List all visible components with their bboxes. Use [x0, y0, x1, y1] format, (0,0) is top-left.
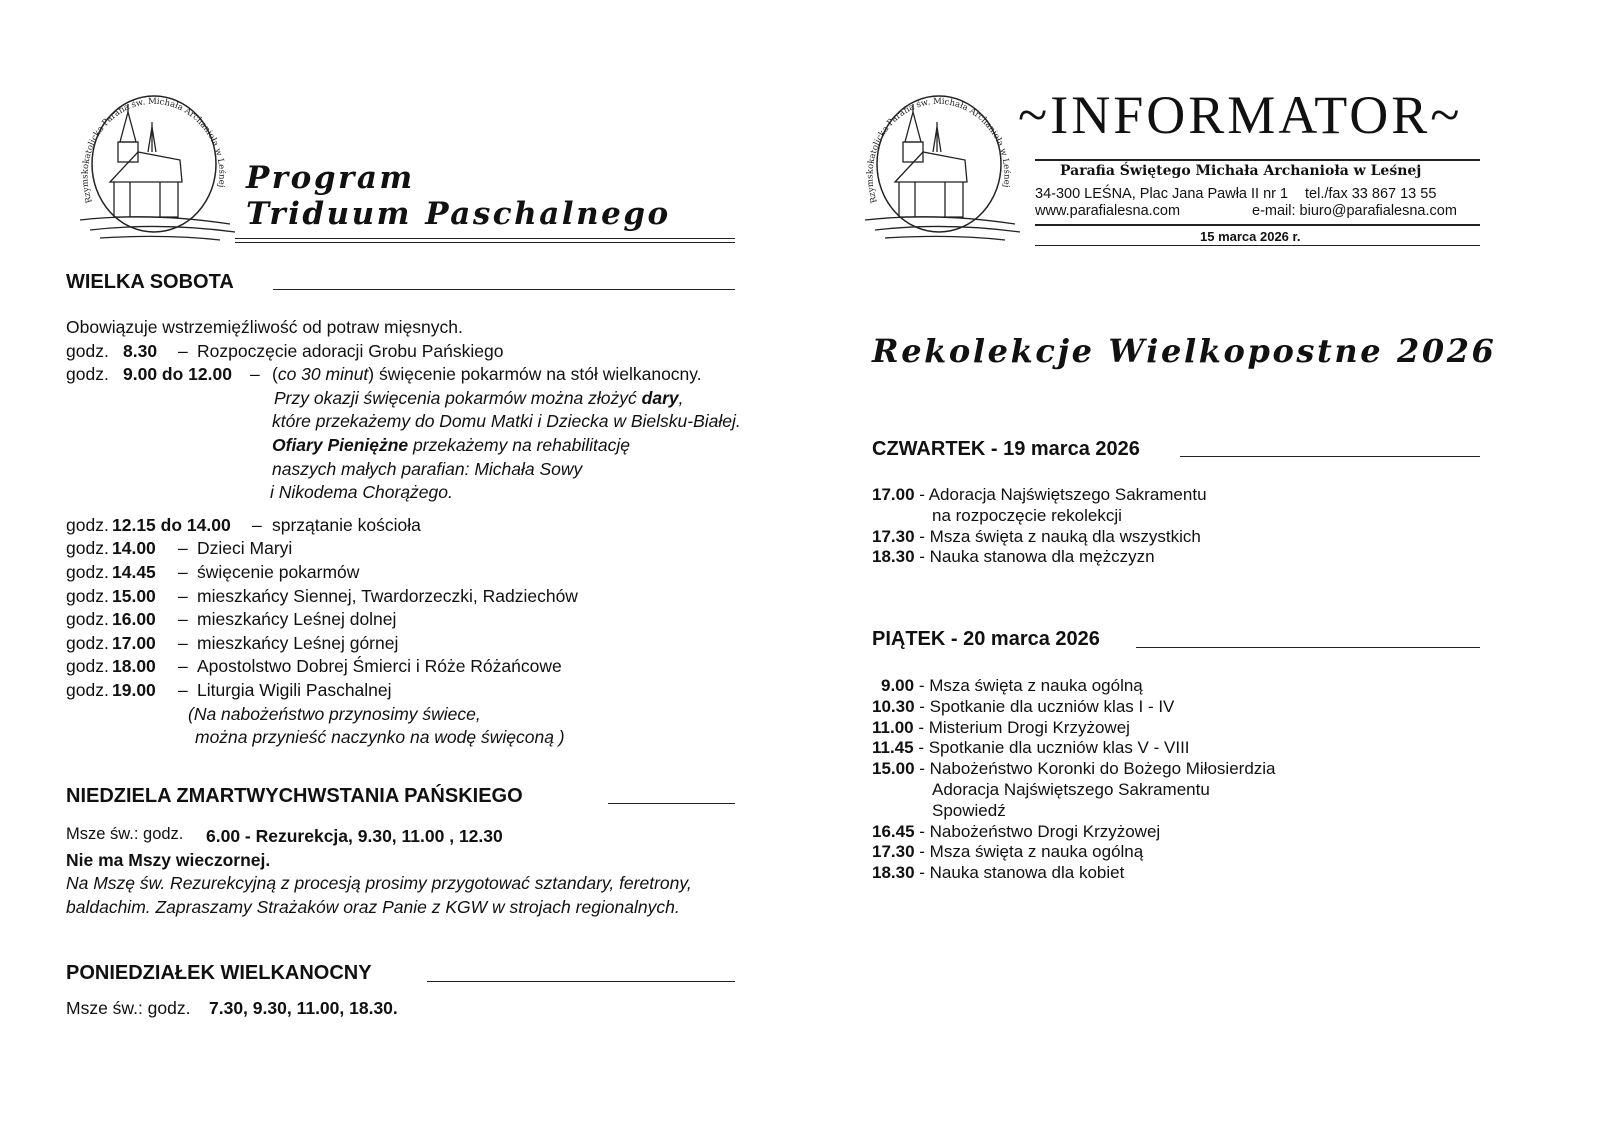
- time: 15.00: [872, 759, 915, 779]
- description: ) święcenie pokarmów na stół wielkanocny.: [368, 364, 702, 385]
- time: 18.30: [872, 863, 915, 883]
- description: Adoracja Najświętszego Sakramentu: [932, 779, 1210, 799]
- candle-note: można przynieść naczynko na wodę święconą ): [195, 727, 565, 748]
- masses-label: Msze św.: godz.: [66, 998, 196, 1018]
- gift-note: Przy okazji święcenia pokarmów można złożyć: [274, 387, 642, 408]
- rekolekcje-title: Rekolekcje Wielkopostne 2026: [872, 332, 1497, 370]
- description: Liturgia Wigili Paschalnej: [197, 679, 392, 700]
- time: 18.30: [872, 547, 915, 567]
- description: sprzątanie kościoła: [272, 514, 421, 535]
- godz-label: godz.: [66, 656, 109, 677]
- phone: tel./fax 33 867 13 55: [1305, 186, 1437, 202]
- address: 34-300 LEŚNA, Plac Jana Pawła II nr 1: [1035, 186, 1289, 202]
- dash: –: [178, 340, 188, 361]
- offering-bold: Ofiary Pieniężne: [272, 434, 409, 455]
- description: mieszkańcy Leśnej górnej: [197, 632, 399, 653]
- heading-rule: [608, 803, 735, 804]
- schedule-row: [66, 679, 786, 703]
- time: 11.00: [872, 717, 914, 737]
- svg-text:Rzymskokatolicka Parafia św. M: Rzymskokatolicka Parafia św. Michała Archanioła w Leśnej: [865, 96, 1012, 205]
- masses-label: Msze św.: godz.: [66, 825, 184, 843]
- candle-note: (Na nabożeństwo przynosimy świece,: [188, 703, 481, 724]
- interval: co 30 minut: [277, 364, 369, 385]
- no-evening-mass: Nie ma Mszy wieczornej.: [66, 849, 271, 870]
- time: 17.00: [872, 485, 915, 504]
- description: - Misterium Drogi Krzyżowej: [913, 717, 1130, 737]
- time: 16.45: [872, 821, 915, 841]
- time: 14.45: [112, 561, 156, 582]
- description: - Nabożeństwo Koronki do Bożego Miłosierdzia: [914, 759, 1276, 779]
- description: - Nabożeństwo Drogi Krzyżowej: [914, 821, 1161, 841]
- dash: –: [178, 656, 188, 677]
- gift-note-bold: dary: [641, 387, 679, 408]
- description: Rozpoczęcie adoracji Grobu Pańskiego: [197, 340, 504, 361]
- time: 11.45: [872, 738, 914, 758]
- section-heading-poniedzialek: PONIEDZIAŁEK WIELKANOCNY: [66, 962, 372, 984]
- masthead-title: ~INFORMATOR~: [1018, 85, 1463, 145]
- description: - Spotkanie dla uczniów klas I - IV: [914, 696, 1175, 716]
- godz-label: godz.: [66, 585, 109, 606]
- godz-label: godz.: [66, 561, 109, 582]
- description: mieszkańcy Leśnej dolnej: [197, 609, 397, 630]
- description: Spowiedź: [932, 800, 1006, 820]
- description: Apostolstwo Dobrej Śmierci i Róże Różańcowe: [197, 656, 562, 677]
- time: 9.00: [881, 676, 915, 695]
- time: 8.30: [123, 340, 158, 361]
- godz-label: godz.: [66, 632, 109, 653]
- time: 15.00: [112, 585, 156, 606]
- time: 17.30: [872, 526, 915, 546]
- fasting-note: Obowiązuje wstrzemięźliwość od potraw mięsnych.: [66, 317, 463, 337]
- heading-rule: [273, 289, 735, 290]
- description: - Msza święta z nauka ogólną: [914, 842, 1144, 862]
- time: 12.15 do 14.00: [112, 514, 231, 535]
- wielka-sobota-content: [66, 316, 786, 750]
- gift-note: które przekażemy do Domu Matki i Dziecka w Bielsku-Białej.: [272, 411, 741, 432]
- time: 10.30: [872, 696, 915, 716]
- godz-label: godz.: [66, 679, 109, 700]
- procession-note: Na Mszę św. Rezurekcyjną z procesją prosimy przygotować sztandary, feretrony,: [66, 873, 692, 894]
- masthead-rule: [1035, 159, 1480, 161]
- section-heading-wielka-sobota: WIELKA SOBOTA: [66, 271, 234, 293]
- godz-label: godz.: [66, 609, 109, 630]
- schedule-row: [66, 585, 786, 609]
- heading-rule: [1180, 456, 1480, 457]
- section-heading-piatek: PIĄTEK - 20 marca 2026: [872, 628, 1100, 650]
- godz-label: godz.: [66, 514, 109, 535]
- masses-times: 6.00 - Rezurekcja, 9.30, 11.00 , 12.30: [206, 826, 503, 846]
- schedule-row: [66, 632, 786, 656]
- schedule-row: [66, 655, 786, 679]
- description: - Adoracja Najświętszego Sakramentu: [914, 485, 1207, 504]
- time: 9.00 do 12.00: [123, 364, 232, 385]
- dash: –: [250, 364, 260, 385]
- dash: –: [178, 538, 188, 559]
- masses-times: 7.30, 9.30, 11.00, 18.30.: [209, 998, 398, 1018]
- dash: –: [252, 514, 262, 535]
- schedule-row: [66, 514, 786, 538]
- issue-date: 15 marca 2026 r.: [1200, 229, 1301, 244]
- schedule-row: [66, 363, 786, 387]
- schedule-row: [66, 537, 786, 561]
- section-heading-czwartek: CZWARTEK - 19 marca 2026: [872, 438, 1140, 460]
- offering-note: i Nikodema Chorążego.: [270, 482, 453, 503]
- godz-label: godz.: [66, 538, 109, 559]
- schedule-row: [66, 561, 786, 585]
- time: 16.00: [112, 609, 156, 630]
- description: - Spotkanie dla uczniów klas V - VIII: [913, 738, 1190, 758]
- website-link[interactable]: www.parafialesna.com: [1035, 203, 1181, 219]
- parish-name: Parafia Świętego Michała Archanioła w Leśnej: [1060, 163, 1422, 179]
- description: na rozpoczęcie rekolekcji: [932, 505, 1122, 525]
- godz-label: godz.: [66, 340, 109, 361]
- paren: (: [272, 364, 278, 385]
- description: mieszkańcy Siennej, Twardorzeczki, Radziechów: [197, 585, 578, 606]
- procession-note: baldachim. Zapraszamy Strażaków oraz Panie z KGW w strojach regionalnych.: [66, 896, 680, 917]
- parish-logo-masthead: [855, 82, 1025, 247]
- time: 19.00: [112, 679, 156, 700]
- time: 18.00: [112, 656, 156, 677]
- section-heading-niedziela: NIEDZIELA ZMARTWYCHWSTANIA PAŃSKIEGO: [66, 785, 523, 807]
- description: - Msza święta z nauka ogólną: [914, 676, 1143, 695]
- svg-text:Rzymskokatolicka Parafia św. M: Rzymskokatolicka Parafia św. Michała Archanioła w Leśnej: [80, 96, 227, 205]
- dash: –: [178, 561, 188, 582]
- parish-logo: [70, 82, 240, 247]
- comma: ,: [678, 387, 684, 408]
- description: - Nauka stanowa dla kobiet: [914, 863, 1125, 883]
- schedule-row: [66, 340, 786, 364]
- heading-rule: [1136, 647, 1480, 648]
- title-rule-thin: [235, 242, 735, 243]
- program-title-line1: Program: [246, 160, 415, 196]
- dash: –: [178, 679, 188, 700]
- heading-rule: [427, 981, 735, 982]
- description: święcenie pokarmów: [197, 561, 360, 582]
- time: 14.00: [112, 538, 156, 559]
- description: - Msza święta z nauką dla wszystkich: [914, 526, 1201, 546]
- description: - Nauka stanowa dla mężczyzn: [914, 547, 1155, 567]
- offering-note: przekażemy na rehabilitację: [408, 434, 630, 455]
- offering-note: naszych małych parafian: Michała Sowy: [272, 458, 583, 479]
- email-link[interactable]: e-mail: biuro@parafialesna.com: [1252, 203, 1457, 219]
- masthead-rule: [1035, 245, 1480, 246]
- dash: –: [178, 632, 188, 653]
- godz-label: godz.: [66, 364, 109, 385]
- time: 17.30: [872, 842, 915, 862]
- program-title-line2: Triduum Paschalnego: [246, 196, 671, 232]
- masthead-rule: [1035, 224, 1480, 226]
- description: Dzieci Maryi: [197, 538, 293, 559]
- time: 17.00: [112, 632, 156, 653]
- title-rule: [235, 238, 735, 239]
- dash: –: [178, 609, 188, 630]
- schedule-row: [66, 608, 786, 632]
- dash: –: [178, 585, 188, 606]
